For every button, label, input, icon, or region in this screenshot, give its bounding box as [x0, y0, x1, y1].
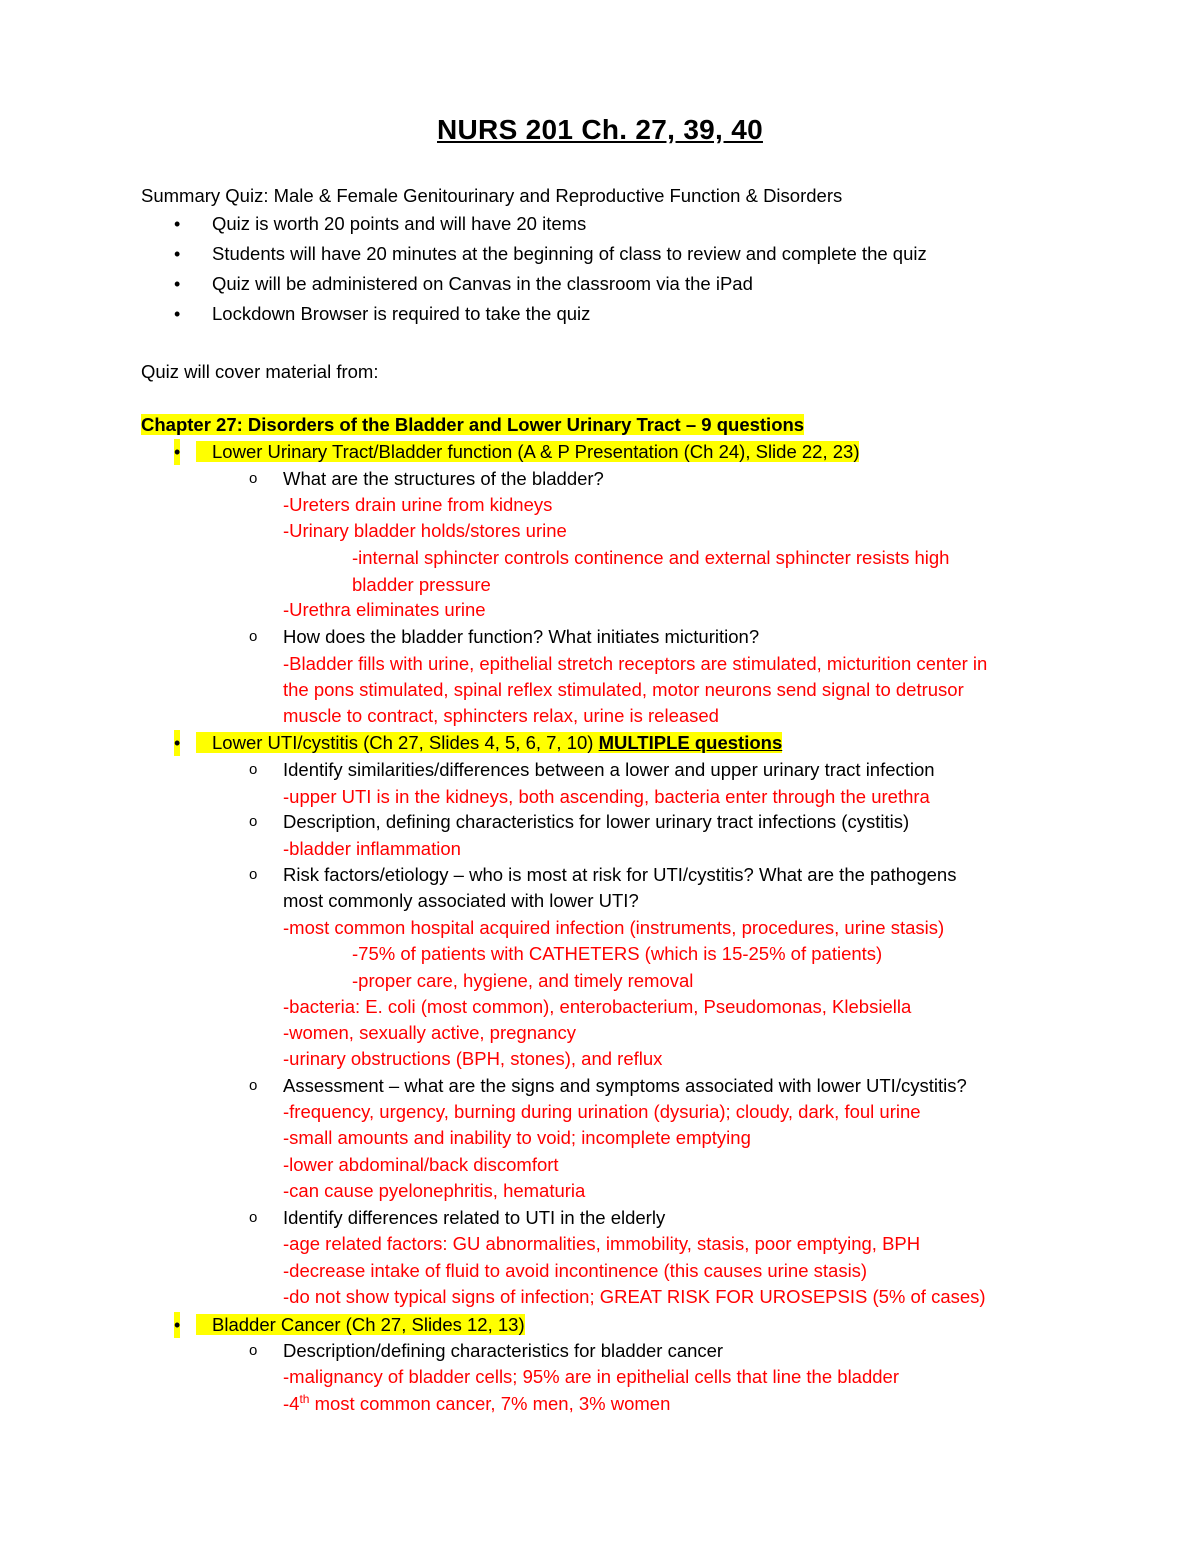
answer-line: muscle to contract, sphincters relax, urine is released — [283, 705, 719, 726]
answer-line: bladder pressure — [352, 574, 491, 595]
bullet-icon: • — [174, 274, 181, 294]
sub-bullet-icon: o — [249, 470, 258, 487]
answer-line: -75% of patients with CATHETERS (which is 15-25% of patients) — [352, 943, 883, 964]
answer-rest: most common cancer, 7% men, 3% women — [309, 1393, 671, 1414]
answer-line: -most common hospital acquired infection (instruments, procedures, urine stasis) — [283, 917, 945, 938]
answer-line: -Urinary bladder holds/stores urine — [283, 520, 567, 541]
section-title-text: Bladder Cancer (Ch 27, Slides 12, 13) — [196, 1314, 525, 1335]
sub-bullet-icon: o — [249, 1209, 258, 1226]
section-title-bladder-function — [196, 439, 859, 465]
answer-line: -Urethra eliminates urine — [283, 599, 486, 620]
sub-bullet-icon: o — [249, 1342, 258, 1359]
answer-line: -can cause pyelonephritis, hematuria — [283, 1180, 586, 1201]
question: Identify similarities/differences between a lower and upper urinary tract infection — [283, 759, 935, 780]
section-title-text: Lower Urinary Tract/Bladder function (A & P Presentation (Ch 24), Slide 22, 23) — [196, 441, 859, 462]
sub-bullet-icon: o — [249, 628, 258, 645]
section-title-uti — [196, 730, 782, 756]
answer-line: -internal sphincter controls continence and external sphincter resists high — [352, 547, 950, 568]
sub-bullet-icon: o — [249, 813, 258, 830]
question: Identify differences related to UTI in the elderly — [283, 1207, 666, 1228]
question: How does the bladder function? What initiates micturition? — [283, 626, 760, 647]
answer-line: -malignancy of bladder cells; 95% are in epithelial cells that line the bladder — [283, 1366, 899, 1387]
quiz-info-item: Lockdown Browser is required to take the quiz — [212, 303, 591, 324]
question: Assessment – what are the signs and symptoms associated with lower UTI/cystitis? — [283, 1075, 967, 1096]
sub-bullet-icon: o — [249, 866, 258, 883]
answer-line: -lower abdominal/back discomfort — [283, 1154, 559, 1175]
answer-line: -age related factors: GU abnormalities, immobility, stasis, poor emptying, BPH — [283, 1233, 921, 1254]
section-title-text: Lower UTI/cystitis (Ch 27, Slides 4, 5, 6, 7, 10) — [196, 732, 599, 753]
document-title: NURS 201 Ch. 27, 39, 40 — [437, 114, 763, 145]
bullet-icon: • — [174, 730, 180, 756]
answer-line: -Bladder fills with urine, epithelial stretch receptors are stimulated, micturition center in — [283, 653, 988, 674]
sub-bullet-icon: o — [249, 1077, 258, 1094]
question-continued: most commonly associated with lower UTI? — [283, 890, 639, 911]
question: Description, defining characteristics for lower urinary tract infections (cystitis) — [283, 811, 910, 832]
answer-prefix: -4 — [283, 1393, 300, 1414]
quiz-info-item: Quiz is worth 20 points and will have 20 items — [212, 213, 587, 234]
bullet-icon: • — [174, 214, 181, 234]
answer-line: -urinary obstructions (BPH, stones), and reflux — [283, 1048, 663, 1069]
sub-bullet-icon: o — [249, 761, 258, 778]
question: Description/defining characteristics for bladder cancer — [283, 1340, 724, 1361]
summary-line: Summary Quiz: Male & Female Genitourinary and Reproductive Function & Disorders — [141, 185, 843, 206]
section-title-emphasis: MULTIPLE questions — [598, 732, 783, 753]
question: Risk factors/etiology – who is most at risk for UTI/cystitis? What are the pathogens — [283, 864, 957, 885]
answer-line: -frequency, urgency, burning during urination (dysuria); cloudy, dark, foul urine — [283, 1101, 921, 1122]
quiz-info-item: Students will have 20 minutes at the beginning of class to review and complete the quiz — [212, 243, 927, 264]
bullet-icon: • — [174, 244, 181, 264]
bullet-icon: • — [174, 304, 181, 324]
answer-line: the pons stimulated, spinal reflex stimulated, motor neurons send signal to detrusor — [283, 679, 964, 700]
bullet-icon: • — [174, 439, 180, 465]
answer-line: -proper care, hygiene, and timely removal — [352, 970, 694, 991]
answer-line: -small amounts and inability to void; incomplete emptying — [283, 1127, 751, 1148]
answer-line: -bladder inflammation — [283, 838, 461, 859]
answer-line: -upper UTI is in the kidneys, both ascending, bacteria enter through the urethra — [283, 786, 930, 807]
ordinal-suffix: th — [299, 1391, 310, 1406]
chapter-heading-text: Chapter 27: Disorders of the Bladder and Lower Urinary Tract – 9 questions — [141, 414, 805, 435]
question: What are the structures of the bladder? — [283, 468, 604, 489]
section-title-bladder-cancer — [196, 1312, 525, 1338]
bullet-icon: • — [174, 1312, 180, 1338]
answer-line: -decrease intake of fluid to avoid incontinence (this causes urine stasis) — [283, 1260, 868, 1281]
answer-line-ranking — [283, 1391, 670, 1417]
quiz-info-item: Quiz will be administered on Canvas in the classroom via the iPad — [212, 273, 753, 294]
answer-line: -bacteria: E. coli (most common), enterobacterium, Pseudomonas, Klebsiella — [283, 996, 912, 1017]
answer-line: -Ureters drain urine from kidneys — [283, 494, 553, 515]
chapter-heading — [141, 412, 804, 438]
cover-intro: Quiz will cover material from: — [141, 361, 379, 382]
answer-line: -women, sexually active, pregnancy — [283, 1022, 577, 1043]
answer-line: -do not show typical signs of infection; GREAT RISK FOR UROSEPSIS (5% of cases) — [283, 1286, 986, 1307]
